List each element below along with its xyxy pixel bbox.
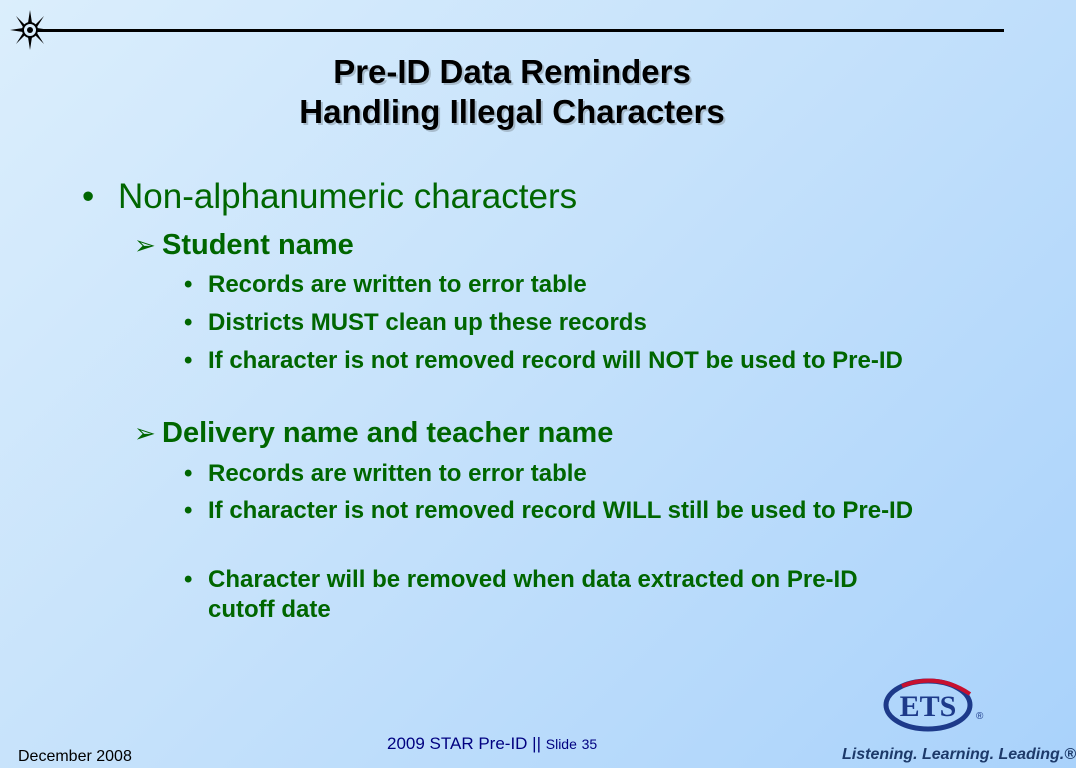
bullet-icon: • (184, 271, 193, 298)
footer-slide-label: Slide (545, 736, 577, 752)
arrow-bullet-icon: ➢ (134, 418, 156, 448)
footer-title: 2009 STAR Pre-ID || (387, 734, 542, 753)
subheading-text: Delivery name and teacher name (162, 417, 614, 449)
bullet-icon: • (184, 497, 193, 524)
bullet-icon: • (184, 347, 193, 374)
title-line-2: Handling Illegal Characters (299, 93, 725, 130)
footer-center (387, 734, 597, 754)
arrow-bullet-icon: ➢ (134, 230, 156, 260)
bullet-icon: • (82, 177, 95, 216)
list-item-text: If character is not removed record WILL still be used to Pre-ID (208, 497, 914, 524)
list-item-text: Records are written to error table (208, 460, 587, 487)
footer-slide-number: 35 (581, 736, 598, 752)
footer-date: December 2008 (18, 748, 132, 765)
bullet-level1-text: Non-alphanumeric characters (118, 177, 578, 216)
ets-logo-mark: ® (976, 711, 984, 722)
list-item-text: Character will be removed when data extracted on Pre-ID cutoff date (208, 566, 858, 623)
ets-logo-text: ETS (899, 690, 957, 723)
list-item-text: Records are written to error table (208, 271, 587, 298)
bullet-icon: • (184, 566, 193, 593)
title-line-1: Pre-ID Data Reminders (333, 53, 691, 90)
subheading-text: Student name (162, 229, 354, 261)
ets-logo (882, 674, 982, 732)
bullet-icon: • (184, 309, 193, 336)
bullet-icon: • (184, 460, 193, 487)
list-item-text: If character is not removed record will NOT be used to Pre-ID (208, 347, 903, 374)
ets-tagline: Listening. Learning. Leading.® (842, 746, 1076, 763)
list-item-text: Districts MUST clean up these records (208, 309, 647, 336)
